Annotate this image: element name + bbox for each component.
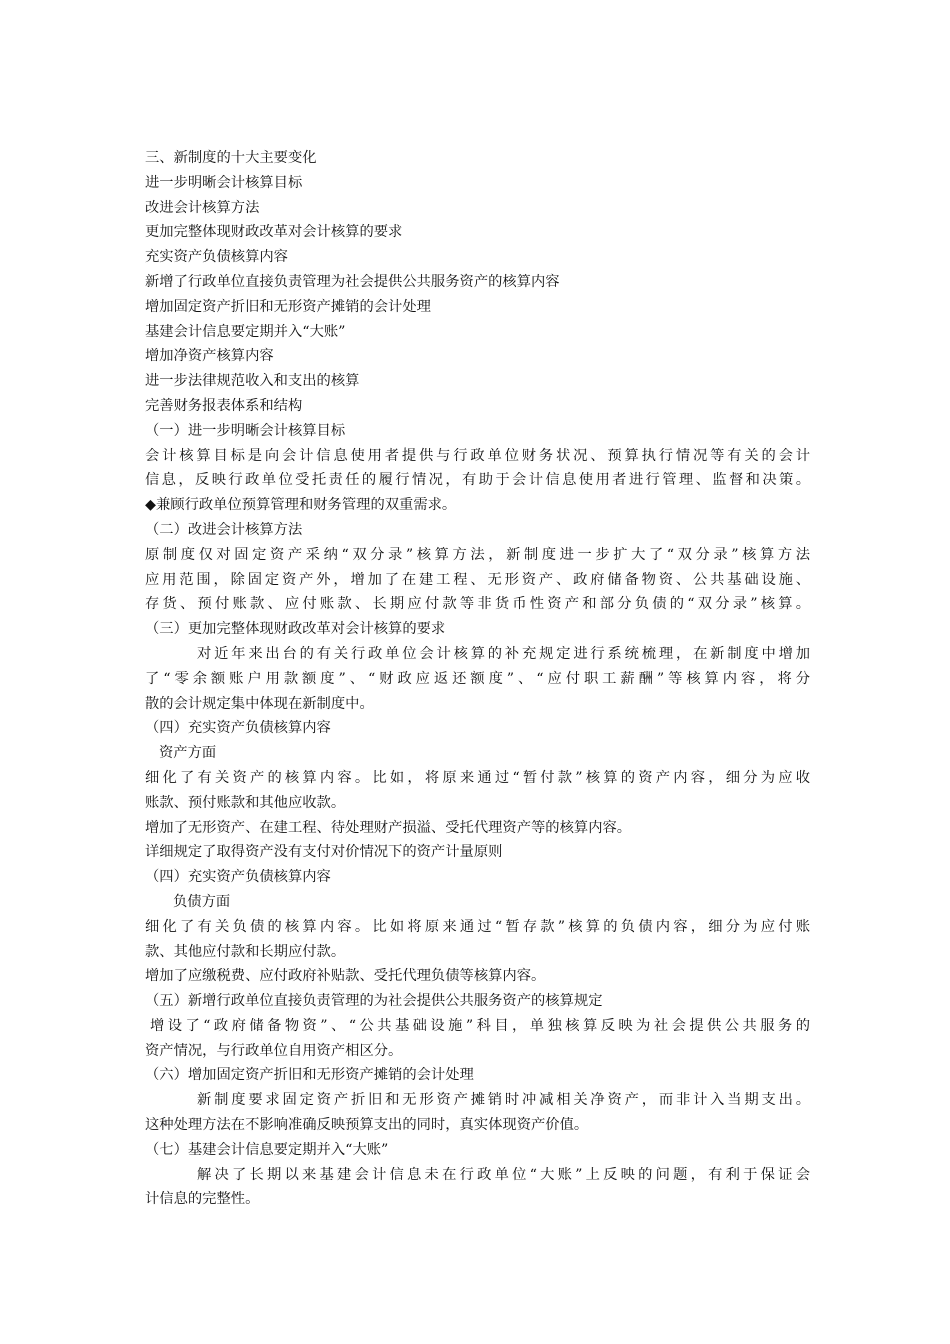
summary-item: 增加固定资产折旧和无形资产摊销的会计处理 bbox=[145, 298, 431, 315]
subsection-heading: （二）改进会计核算方法 bbox=[145, 521, 303, 538]
paragraph-line: 了“零余额账户用款额度”、“财政应返还额度”、“应付职工薪酬”等核算内容，将分 bbox=[145, 670, 810, 687]
paragraph-line: 解决了长期以来基建会计信息未在行政单位“大账”上反映的问题，有利于保证会 bbox=[197, 1166, 810, 1183]
summary-item: 充实资产负债核算内容 bbox=[145, 249, 288, 266]
paragraph-line: 增加了应缴税费、应付政府补贴款、受托代理负债等核算内容。 bbox=[145, 968, 546, 985]
summary-item: 进一步明晰会计核算目标 bbox=[145, 174, 303, 191]
paragraph-line: 存货、预付账款、应付账款、长期应付款等非货币性资产和部分负债的“双分录”核算。 bbox=[145, 596, 810, 613]
sub-heading: 资产方面 bbox=[159, 745, 217, 762]
summary-item: 基建会计信息要定期并入“大账” bbox=[145, 323, 346, 340]
paragraph-line: 资产情况，与行政单位自用资产相区分。 bbox=[145, 1042, 403, 1059]
subsection-heading: （六）增加固定资产折旧和无形资产摊销的会计处理 bbox=[145, 1067, 474, 1084]
subsection-heading: （四）充实资产负债核算内容 bbox=[145, 869, 331, 886]
subsection-heading: （一）进一步明晰会计核算目标 bbox=[145, 422, 346, 439]
paragraph-line: 散的会计规定集中体现在新制度中。 bbox=[145, 695, 374, 712]
paragraph-line: 计信息的完整性。 bbox=[145, 1191, 260, 1208]
paragraph-line: 原制度仅对固定资产采纳“双分录”核算方法，新制度进一步扩大了“双分录”核算方法 bbox=[145, 546, 810, 563]
paragraph-line: 款、其他应付款和长期应付款。 bbox=[145, 943, 346, 960]
paragraph-line: 详细规定了取得资产没有支付对价情况下的资产计量原则 bbox=[145, 844, 503, 861]
paragraph-line: 增加了无形资产、在建工程、待处理财产损溢、受托代理资产等的核算内容。 bbox=[145, 819, 632, 836]
summary-item: 更加完整体现财政改革对会计核算的要求 bbox=[145, 224, 403, 241]
summary-item: 增加净资产核算内容 bbox=[145, 348, 274, 365]
paragraph-line: 应用范围，除固定资产外，增加了在建工程、无形资产、政府储备物资、公共基础设施、 bbox=[145, 571, 810, 588]
paragraph-line: 细化了有关资产的核算内容。比如，将原来通过“暂付款”核算的资产内容，细分为应收 bbox=[145, 769, 810, 786]
paragraph-line: 会计核算目标是向会计信息使用者提供与行政单位财务状况、预算执行情况等有关的会计 bbox=[145, 447, 810, 464]
subsection-heading: （七）基建会计信息要定期并入“大账” bbox=[145, 1141, 389, 1158]
paragraph-line: 这种处理方法在不影响准确反映预算支出的同时，真实体现资产价值。 bbox=[145, 1117, 589, 1134]
paragraph-line: 细化了有关负债的核算内容。比如将原来通过“暂存款”核算的负债内容，细分为应付账 bbox=[145, 918, 810, 935]
bullet-line: ◆兼顾行政单位预算管理和财务管理的双重需求。 bbox=[145, 497, 457, 514]
sub-heading: 负债方面 bbox=[173, 893, 231, 910]
section-heading: 三、新制度的十大主要变化 bbox=[145, 150, 317, 166]
paragraph-line: 信息，反映行政单位受托责任的履行情况，有助于会计信息使用者进行管理、监督和决策。 bbox=[145, 472, 810, 489]
paragraph-line: 账款、预付账款和其他应收款。 bbox=[145, 794, 346, 811]
summary-item: 进一步法律规范收入和支出的核算 bbox=[145, 373, 360, 390]
document-page bbox=[145, 146, 810, 1212]
summary-item: 完善财务报表体系和结构 bbox=[145, 397, 303, 414]
summary-item: 新增了行政单位直接负责管理为社会提供公共服务资产的核算内容 bbox=[145, 273, 560, 290]
paragraph-line: 对近年来出台的有关行政单位会计核算的补充规定进行系统梳理，在新制度中增加 bbox=[197, 645, 810, 662]
paragraph-line: 增设了“政府储备物资”、“公共基础设施”科目，单独核算反映为社会提供公共服务的 bbox=[150, 1017, 810, 1034]
paragraph-line: 新制度要求固定资产折旧和无形资产摊销时冲减相关净资产，而非计入当期支出。 bbox=[197, 1092, 810, 1109]
subsection-heading: （五）新增行政单位直接负责管理的为社会提供公共服务资产的核算规定 bbox=[145, 993, 603, 1010]
summary-item: 改进会计核算方法 bbox=[145, 199, 260, 216]
subsection-heading: （四）充实资产负债核算内容 bbox=[145, 720, 331, 737]
subsection-heading: （三）更加完整体现财政改革对会计核算的要求 bbox=[145, 621, 446, 638]
